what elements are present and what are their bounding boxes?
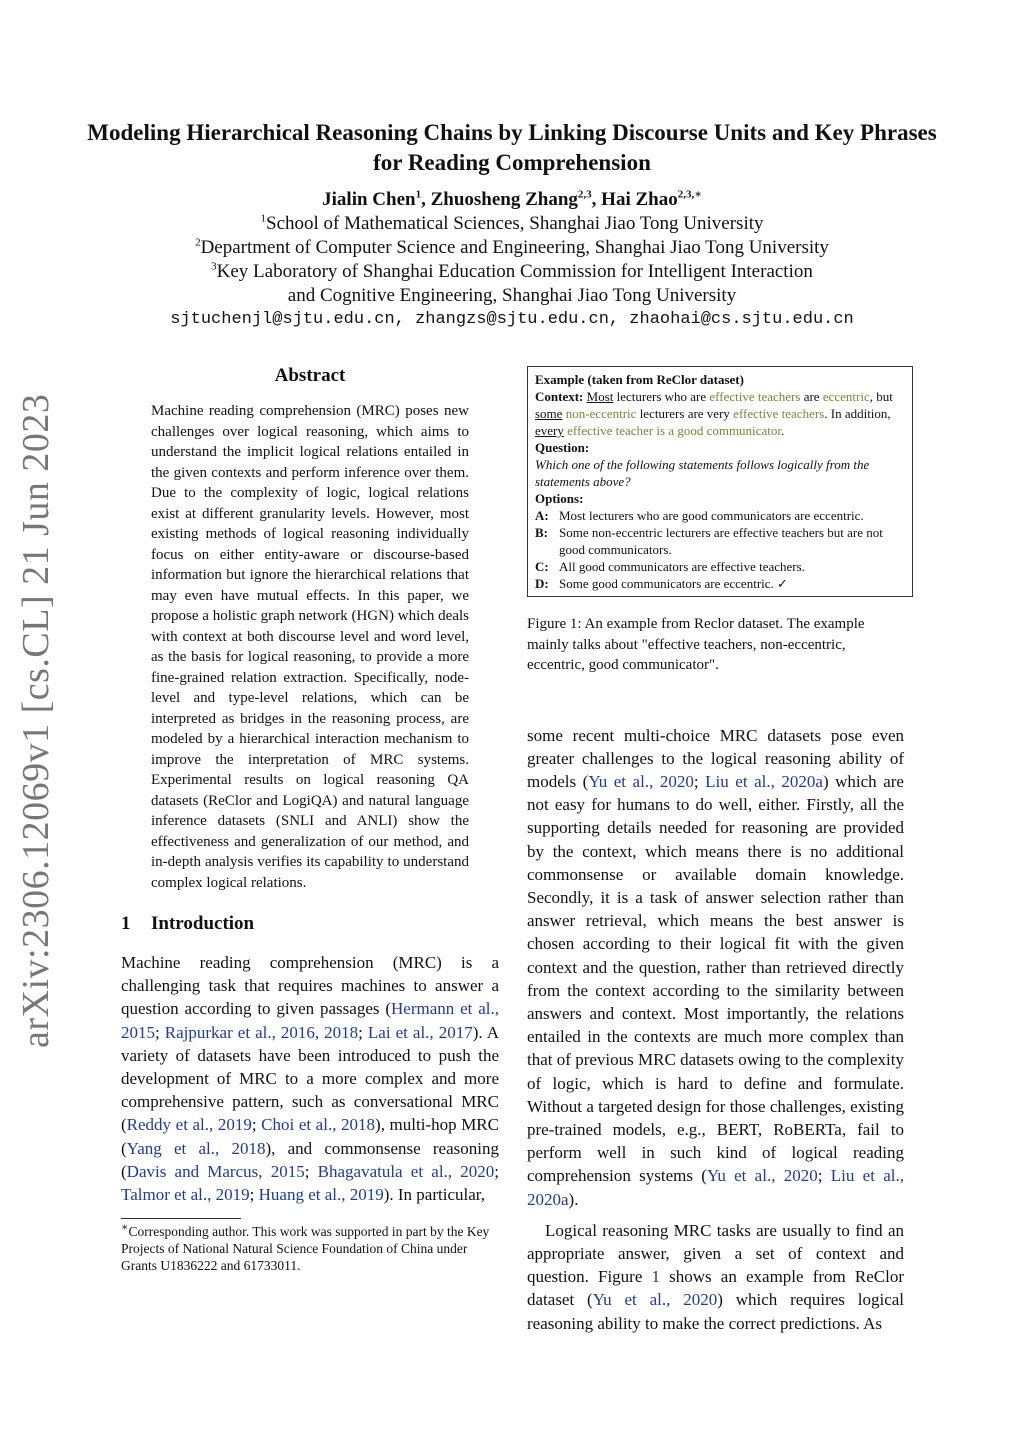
author-block xyxy=(80,188,944,332)
option-key: D: xyxy=(535,576,549,591)
option-text: Most lecturers who are good communicators are eccentric. xyxy=(559,508,864,523)
right-paragraph-2 xyxy=(527,1219,904,1335)
citation-link[interactable]: Liu et al., 2020a xyxy=(527,1166,904,1209)
figure-context xyxy=(535,388,905,439)
author-names: Jialin Chen$^1$, Zhuosheng Zhang$^{2,3}$, Hai Zhao$^{2,3,∗}$ xyxy=(322,188,702,210)
text-run: ; xyxy=(494,1161,499,1181)
text-run: Logical reasoning MRC tasks are usually to find an appropriate answer, given a set of context and question. Figure xyxy=(527,1220,904,1287)
citation-link[interactable]: Lai et al., 2017 xyxy=(367,1022,473,1042)
author-1-sup: 1 xyxy=(415,188,422,201)
options-label: Options: xyxy=(535,491,584,506)
text-run: ; xyxy=(358,1022,368,1042)
option-text: All good communicators are effective teachers. xyxy=(559,559,805,574)
text-run: . In addition, xyxy=(824,406,891,421)
author-emails: sjtuchenjl@sjtu.edu.cn, zhangzs@sjtu.edu.cn, zhaohai@cs.sjtu.edu.cn xyxy=(170,310,854,329)
author-3: Hai Zhao xyxy=(601,189,678,210)
footnote-mark: ∗ xyxy=(121,1221,129,1234)
option-text: Some good communicators are eccentric. ✓ xyxy=(559,576,788,591)
abstract-heading: Abstract xyxy=(274,365,346,386)
text-run: , but xyxy=(869,389,893,404)
author-3-sup: 2,3,∗ xyxy=(677,188,702,201)
context-label: Context: xyxy=(535,389,584,404)
text-run: ; xyxy=(249,1185,259,1205)
text-run: ). A variety of datasets have been introduced to push the development of MRC to a more complex and more comprehensive pattern, such as conversational MRC ( xyxy=(121,1022,499,1135)
affiliation-2-text: Department of Computer Science and Engineering, Shanghai Jiao Tong University xyxy=(200,237,829,258)
text-run: every xyxy=(535,423,564,438)
option-text: Some non-eccentric lecturers are effective teachers but are not good communicators. xyxy=(559,525,883,557)
option-key: B: xyxy=(535,525,548,540)
option-a xyxy=(535,507,905,524)
text-run: lecturers who are xyxy=(613,389,710,404)
right-column xyxy=(527,366,904,1335)
citation-link[interactable]: Hermann et al., 2015 xyxy=(121,999,500,1042)
citation-link[interactable]: Yu et al., 2020 xyxy=(706,1166,818,1186)
text-run: ; xyxy=(251,1115,262,1135)
highlight-phrase: non-eccentric xyxy=(565,406,637,421)
text-run: ) which requires logical reasoning ability to make the correct predictions. As xyxy=(527,1290,905,1333)
option-b xyxy=(535,524,905,558)
affiliation-1 xyxy=(80,212,944,236)
text-run: ). In particular, xyxy=(383,1185,486,1205)
citation-link[interactable]: Reddy et al., 2019 xyxy=(126,1115,252,1135)
text-run: ) which are not easy for humans to do well, either. Firstly, all the supporting details needed for reasoning are provided by the context, which means there is no additional commonsense or available domain knowledge. Secondly, it is a task of answer selection rather than answer retrieval, which means the best answer is chosen according to their logical fit with the given context and the question, rather than retrieved directly from the context according to the similarity between answers and context. Most importantly, the relations entailed in the contexts are much more complex than that of previous MRC datasets owing to the complexity of logic, which is hard to define and formulate. Without a targeted design for those challenges, existing pre-trained models, e.g., BERT, RoBERTa, fail to perform well in such kind of logical reading comprehension systems ( xyxy=(527,771,904,1186)
highlight-phrase: effective teacher is a good communicator xyxy=(567,423,781,438)
text-run: Most xyxy=(586,389,614,404)
option-key: C: xyxy=(535,559,549,574)
arxiv-side-stamp: arXiv:2306.12069v1 [cs.CL] 21 Jun 2023 xyxy=(15,393,57,1048)
affiliation-3-text: Key Laboratory of Shanghai Education Commission for Intelligent Interaction xyxy=(216,261,813,282)
text-run: Machine reading comprehension (MRC) is a challenging task that requires machines to answer a question according to given passages ( xyxy=(121,953,499,1019)
citation-link[interactable]: Bhagavatula et al., 2020 xyxy=(317,1161,495,1181)
text-run: ; xyxy=(304,1161,318,1181)
affiliation-2 xyxy=(80,236,944,260)
highlight-phrase: eccentric xyxy=(822,389,870,404)
citation-link[interactable]: Yu et al., 2020 xyxy=(588,771,694,791)
text-run: ; xyxy=(155,1022,165,1042)
text-run: ). xyxy=(568,1189,579,1209)
author-2: Zhuosheng Zhang xyxy=(430,189,578,210)
affiliation-1-text: School of Mathematical Sciences, Shanghai Jiao Tong University xyxy=(266,213,764,234)
citation-link[interactable]: Davis and Marcus, 2015 xyxy=(126,1161,305,1181)
figure-header: Example (taken from ReClor dataset) xyxy=(535,372,744,387)
left-column xyxy=(121,365,499,1274)
citation-link[interactable]: Choi et al., 2018 xyxy=(261,1115,376,1135)
affiliation-3 xyxy=(80,260,944,284)
affiliation-3-sup: 3 xyxy=(211,260,217,273)
figure-1-caption: Figure 1: An example from Reclor dataset. The example mainly talks about "effective teachers, non-eccentric, eccentric, good communicator". xyxy=(527,616,865,673)
text-run: ; xyxy=(817,1166,831,1186)
citation-link[interactable]: Huang et al., 2019 xyxy=(258,1185,384,1205)
footnote xyxy=(121,1223,499,1274)
text-run: are xyxy=(800,389,823,404)
citation-link[interactable]: Yu et al., 2020 xyxy=(592,1290,718,1310)
highlight-phrase: effective teachers xyxy=(733,406,825,421)
affiliation-1-sup: 1 xyxy=(260,212,266,225)
footnote-text: Corresponding author. This work was supported in part by the Key Projects of National Natural Science Foundation of China under Grants U1836222 and 61733011. xyxy=(121,1224,490,1274)
citation-link[interactable]: Liu et al., 2020a xyxy=(705,771,823,791)
right-body xyxy=(527,724,904,1335)
affiliation-3-cont: and Cognitive Engineering, Shanghai Jiao Tong University xyxy=(287,285,737,306)
text-run: lecturers are very xyxy=(636,406,734,421)
figure-reference-link[interactable]: 1 xyxy=(651,1267,661,1287)
text-run: some recent multi-choice MRC datasets pose even greater challenges to the logical reasoning ability of models ( xyxy=(527,725,904,791)
citation-link[interactable]: Rajpurkar et al., 2016, 2018 xyxy=(164,1022,359,1042)
affiliation-2-sup: 2 xyxy=(195,236,201,249)
section-number: 1 xyxy=(121,913,131,934)
figure-1-example-box xyxy=(527,366,913,597)
author-2-sup: 2,3 xyxy=(577,188,592,201)
right-paragraph-1 xyxy=(527,724,904,1211)
section-heading-introduction xyxy=(121,913,499,935)
question-text: Which one of the following statements follows logically from the statements above? xyxy=(535,457,870,489)
highlight-phrase: effective teachers xyxy=(709,389,801,404)
footnote-divider xyxy=(121,1218,241,1219)
option-key: A: xyxy=(535,508,549,523)
author-1: Jialin Chen xyxy=(322,189,416,210)
section-title: Introduction xyxy=(151,913,255,934)
abstract-text: Machine reading comprehension (MRC) poses new challenges over logical reasoning, which aims to understand the implicit logical relations entailed in the given contexts and perform inference over them. Due to the complexity of logic, logical relations exist at different granularity levels. However, most existing methods of logical reasoning individually focus on either entity-aware or discourse-based information but ignore the hierarchical relations that may even have mutual effects. In this paper, we propose a holistic graph network (HGN) which deals with context at both discourse level and word level, as the basis for logical reasoning, to provide a more fine-grained relation extraction. Specifically, node-level and type-level relations, which can be interpreted as bridges in the reasoning process, are modeled by a hierarchical interaction mechanism to improve the interpretation of MRC systems. Experimental results on logical reasoning QA datasets (ReClor and LogiQA) and natural language inference datasets (SNLI and ANLI) show the effectiveness and generalization of our method, and in-depth analysis verifies its capability to understand complex logical relations. xyxy=(151,403,469,891)
paper-title: Modeling Hierarchical Reasoning Chains by Linking Discourse Units and Key Phrases for Reading Comprehension xyxy=(87,120,937,175)
citation-link[interactable]: Talmor et al., 2019 xyxy=(121,1185,250,1205)
text-run: some xyxy=(535,406,563,421)
question-label: Question: xyxy=(535,440,590,455)
text-run: shows an example from ReClor dataset ( xyxy=(527,1267,904,1310)
intro-paragraph xyxy=(121,951,499,1206)
text-run: ; xyxy=(693,771,706,791)
text-run: ), multi-hop MRC ( xyxy=(121,1115,499,1158)
citation-link[interactable]: Yang et al., 2018 xyxy=(126,1138,266,1158)
text-run: . xyxy=(780,423,785,438)
text-run: ), and commonsense reasoning ( xyxy=(121,1138,499,1181)
option-d xyxy=(535,575,905,592)
option-c xyxy=(535,558,905,575)
